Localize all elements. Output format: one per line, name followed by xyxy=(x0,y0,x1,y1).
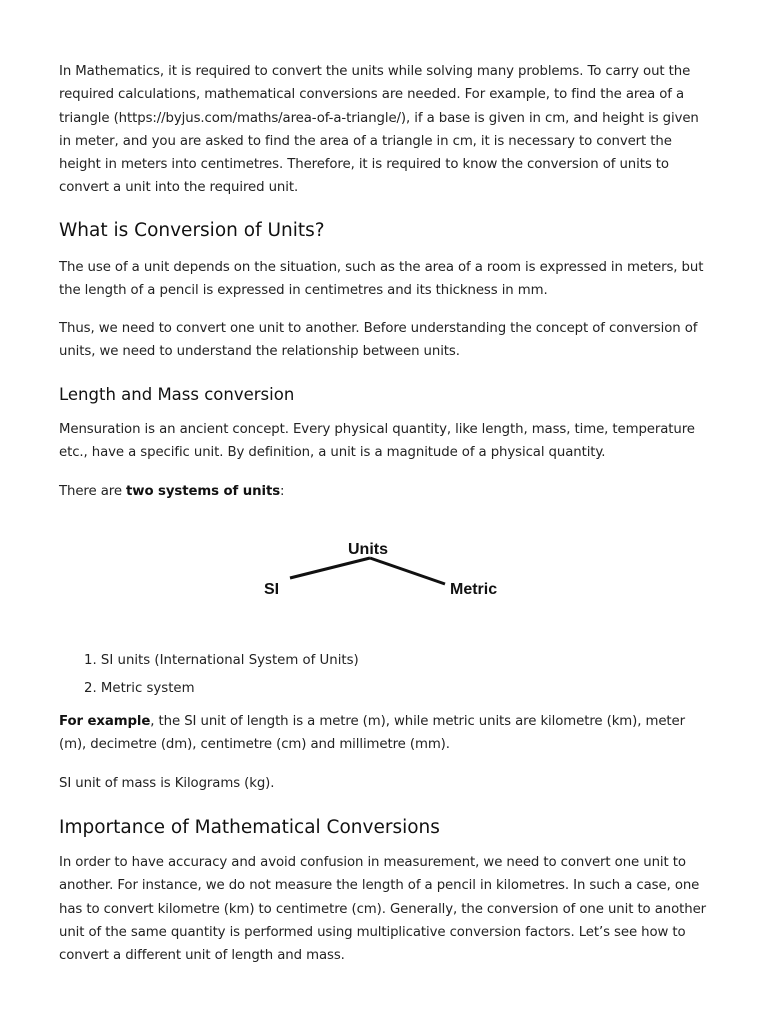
heading-length-mass: Length and Mass conversion xyxy=(59,385,295,404)
systems-prefix: There are xyxy=(59,484,127,499)
list-number: 2. xyxy=(84,681,101,696)
list-item xyxy=(84,649,359,677)
example-text: , the SI unit of length is a metre (m), while metric units are kilometre (km), meter (m), decimetre (dm), centimetre (cm) and millimetre (mm). xyxy=(59,714,685,753)
paragraph-convert-units: Thus, we need to convert one unit to another. Before understanding the concept of conversion of units, we need to understand the relationship between units. xyxy=(59,321,698,360)
paragraph-mensuration: Mensuration is an ancient concept. Every physical quantity, like length, mass, time, temperature etc., have a specific unit. By definition, a unit is a magnitude of a physical quantity. xyxy=(59,422,695,461)
paragraph-unit-usage: The use of a unit depends on the situation, such as the area of a room is expressed in meters, but the length of a pencil is expressed in centimetres and its thickness in mm. xyxy=(59,260,704,299)
paragraph-mass-unit: SI unit of mass is Kilograms (kg). xyxy=(59,776,275,791)
heading-conversion-of-units: What is Conversion of Units? xyxy=(59,220,325,241)
diagram-label-metric: Metric xyxy=(450,581,498,598)
systems-list xyxy=(84,649,359,705)
diagram-label-si: SI xyxy=(264,581,280,598)
units-tree-diagram xyxy=(250,528,520,628)
list-number: 1. xyxy=(84,653,101,668)
list-item xyxy=(84,677,359,705)
list-item-text: SI units (International System of Units) xyxy=(100,653,359,668)
tree-branch-left xyxy=(290,558,370,578)
list-item-text: Metric system xyxy=(100,681,195,696)
tree-branch-right xyxy=(370,558,445,584)
paragraph-example xyxy=(59,710,709,757)
diagram-label-units: Units xyxy=(348,541,388,558)
heading-importance: Importance of Mathematical Conversions xyxy=(59,817,440,838)
example-bold: For example xyxy=(59,714,151,729)
intro-paragraph: In Mathematics, it is required to convert the units while solving many problems. To carry out the required calculations, mathematical conversions are needed. For example, to find the area of a triangle (https://byjus.com/maths/area-of-a-triangle/), if a base is given in cm, and height is given in meter, and you are asked to find the area of a triangle in cm, it is necessary to convert the height in meters into centimetres. Therefore, it is required to know the conversion of units to convert a unit into the required unit. xyxy=(59,64,699,196)
paragraph-two-systems xyxy=(59,480,709,503)
systems-bold: two systems of units xyxy=(126,484,281,499)
systems-suffix: : xyxy=(280,484,285,499)
paragraph-importance: In order to have accuracy and avoid confusion in measurement, we need to convert one unit to another. For instance, we do not measure the length of a pencil in kilometres. In such a case, one has to convert kilometre (km) to centimetre (cm). Generally, the conversion of one unit to another unit of the same quantity is performed using multiplicative conversion factors. Let’s see how to convert a different unit of length and mass. xyxy=(59,855,707,964)
